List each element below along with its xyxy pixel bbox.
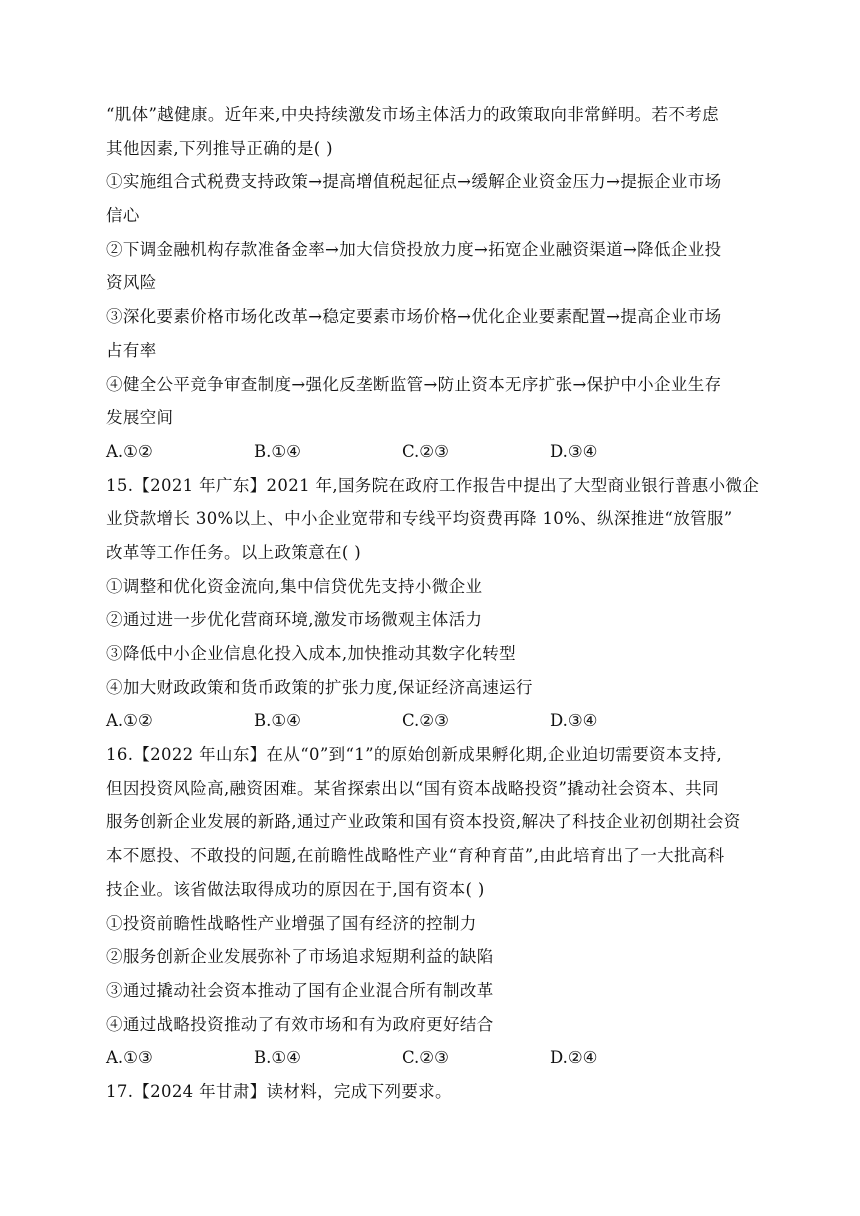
question-stem-line: 改革等工作任务。以上政策意在( )	[106, 542, 362, 562]
option-b: B.①④	[254, 1048, 301, 1068]
question-stem-line: 16.【2022 年山东】在从“0”到“1”的原始创新成果孵化期,企业迫切需要资本支持,	[106, 745, 723, 765]
question-stem-line: 业贷款增长 30%以上、中小企业宽带和专线平均资费再降 10%、纵深推进“放管服”	[106, 509, 733, 529]
statement-item: ③深化要素价格市场化改革→稳定要素市场价格→优化企业要素配置→提高企业市场	[106, 307, 722, 327]
question-16	[106, 738, 756, 1075]
question-stem-line: 本不愿投、不敢投的问题,在前瞻性战略性产业“育种育苗”,由此培育出了一大批高科	[106, 846, 725, 866]
answer-options	[106, 1041, 756, 1075]
question-14	[106, 98, 756, 469]
answer-options	[106, 435, 756, 469]
document-page	[106, 98, 760, 1109]
question-stem-line: 其他因素,下列推导正确的是( )	[106, 138, 333, 158]
statement-item-cont: 信心	[106, 206, 140, 226]
statement-item: ③通过撬动社会资本推动了国有企业混合所有制改革	[106, 980, 494, 1000]
statement-item-cont: 发展空间	[106, 408, 174, 428]
statement-item: ②服务创新企业发展弥补了市场追求短期利益的缺陷	[106, 947, 494, 967]
option-d: D.③④	[550, 711, 598, 731]
option-b: B.①④	[254, 711, 301, 731]
option-d: D.②④	[550, 1048, 598, 1068]
option-d: D.③④	[550, 441, 598, 461]
statement-item: ②下调金融机构存款准备金率→加大信贷投放力度→拓宽企业融资渠道→降低企业投	[106, 239, 722, 259]
question-stem-line: 服务创新企业发展的新路,通过产业政策和国有资本投资,解决了科技企业初创期社会资	[106, 812, 741, 832]
statement-item: ①调整和优化资金流向,集中信贷优先支持小微企业	[106, 576, 483, 596]
statement-item: ①实施组合式税费支持政策→提高增值税起征点→缓解企业资金压力→提振企业市场	[106, 172, 722, 192]
question-17	[106, 1075, 756, 1109]
statement-item: ①投资前瞻性战略性产业增强了国有经济的控制力	[106, 913, 477, 933]
statement-item-cont: 资风险	[106, 273, 157, 293]
answer-options	[106, 704, 756, 738]
question-15	[106, 469, 760, 739]
statement-item: ③降低中小企业信息化投入成本,加快推动其数字化转型	[106, 644, 516, 663]
option-b: B.①④	[254, 441, 301, 461]
option-c: C.②③	[402, 1048, 449, 1068]
option-c: C.②③	[402, 711, 449, 731]
question-stem-line: 17.【2024 年甘肃】读材料，完成下列要求。	[106, 1081, 452, 1101]
question-stem-line: 技企业。该省做法取得成功的原因在于,国有资本( )	[106, 879, 485, 899]
option-c: C.②③	[402, 441, 449, 461]
question-stem-line: “肌体”越健康。近年来,中央持续激发市场主体活力的政策取向非常鲜明。若不考虑	[106, 105, 719, 124]
option-a: A.①③	[106, 1048, 153, 1068]
option-a: A.①②	[106, 441, 153, 461]
statement-item: ④加大财政政策和货币政策的扩张力度,保证经济高速运行	[106, 677, 533, 697]
statement-item: ④通过战略投资推动了有效市场和有为政府更好结合	[106, 1014, 494, 1034]
question-stem-line: 但因投资风险高,融资困难。某省探索出以“国有资本战略投资”撬动社会资本、共同	[106, 778, 719, 798]
option-a: A.①②	[106, 711, 153, 731]
statement-item-cont: 占有率	[106, 340, 157, 360]
statement-item: ②通过进一步优化营商环境,激发市场微观主体活力	[106, 610, 483, 630]
statement-item: ④健全公平竞争审查制度→强化反垄断监管→防止资本无序扩张→保护中小企业生存	[106, 374, 722, 394]
question-stem-line: 15.【2021 年广东】2021 年,国务院在政府工作报告中提出了大型商业银行普惠小微企	[106, 475, 760, 495]
